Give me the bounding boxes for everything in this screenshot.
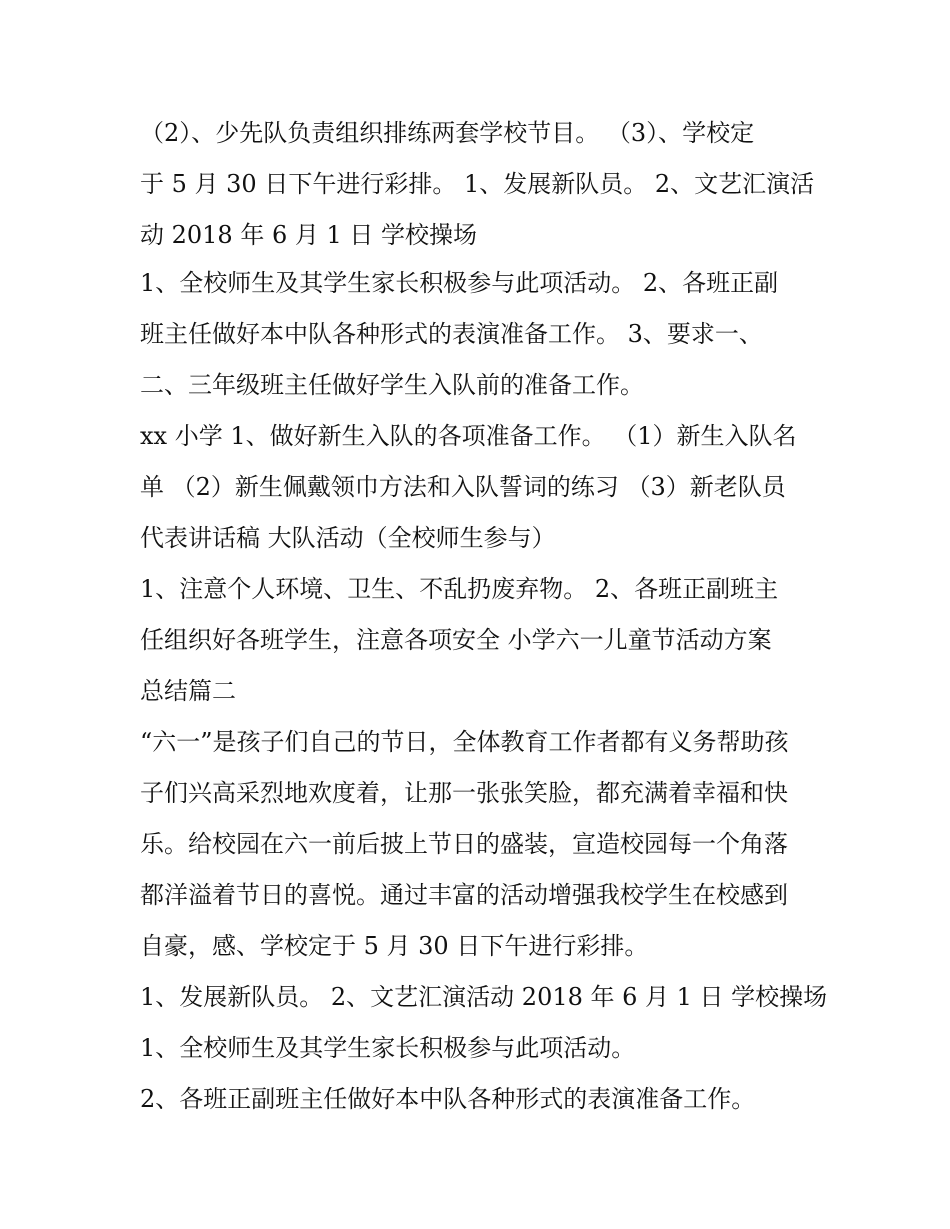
text-line: 乐。给校园在六一前后披上节日的盛装，宣造校园每一个角落 (140, 830, 788, 858)
paragraph (140, 411, 820, 564)
paragraph (140, 1074, 820, 1125)
text-line: “六一”是孩子们自己的节日，全体教育工作者都有义务帮助孩 (140, 728, 789, 756)
text-line: （2）、少先队负责组织排练两套学校节目。 （3）、学校定 (140, 119, 755, 147)
text-line: 于 5 月 30 日下午进行彩排。 1、发展新队员。 2、文艺汇演活 (140, 170, 815, 198)
text-line: 子们兴高采烈地欢度着，让那一张张笑脸，都充满着幸福和快 (140, 779, 788, 807)
paragraph (140, 108, 820, 258)
paragraph (140, 258, 820, 411)
paragraph (140, 717, 820, 972)
text-line: 单 （2）新生佩戴领巾方法和入队誓词的练习 （3）新老队员 (140, 473, 786, 501)
text-line: 二、三年级班主任做好学生入队前的准备工作。 (140, 371, 644, 399)
text-line: 1、全校师生及其学生家长积极参与此项活动。 2、各班正副 (140, 269, 779, 297)
text-line: 任组织好各班学生，注意各项安全 小学六一儿童节活动方案 (140, 626, 772, 654)
paragraph (140, 972, 828, 1023)
text-line: 自豪，感、学校定于 5 月 30 日下午进行彩排。 (140, 932, 649, 960)
text-line: 都洋溢着节日的喜悦。通过丰富的活动增强我校学生在校感到 (140, 881, 788, 909)
paragraph (140, 564, 820, 717)
paragraph (140, 1023, 820, 1074)
text-line: 班主任做好本中队各种形式的表演准备工作。 3、要求一、 (140, 320, 763, 348)
text-line: 总结篇二 (140, 677, 236, 705)
text-line: 2、各班正副班主任做好本中队各种形式的表演准备工作。 (140, 1085, 756, 1113)
text-line: 1、发展新队员。 2、文艺汇演活动 2018 年 6 月 1 日 学校操场 (140, 983, 828, 1011)
document-body (140, 108, 828, 1125)
text-line: 1、全校师生及其学生家长积极参与此项活动。 (140, 1034, 636, 1062)
text-line: 动 2018 年 6 月 1 日 学校操场 (140, 221, 478, 249)
text-line: xx 小学 1、做好新生入队的各项准备工作。 （1）新生入队名 (140, 422, 797, 450)
text-line: 1、注意个人环境、卫生、不乱扔废弃物。 2、各班正副班主 (140, 575, 779, 603)
text-line: 代表讲话稿 大队活动（全校师生参与） (140, 524, 556, 552)
